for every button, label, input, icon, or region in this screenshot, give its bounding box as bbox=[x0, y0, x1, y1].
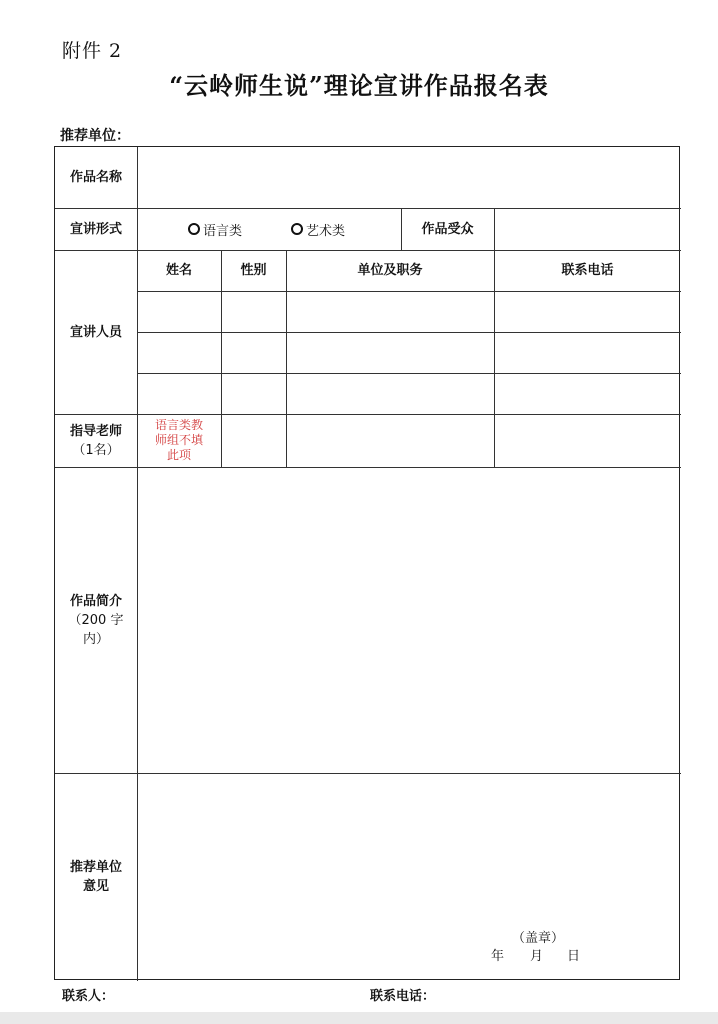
advisor-note-line2: 师组不填 bbox=[154, 433, 203, 447]
seal-label: （盖章） bbox=[512, 931, 565, 946]
intro-label-line1: 作品简介 bbox=[69, 593, 122, 609]
speakers-label: 宣讲人员 bbox=[69, 324, 122, 340]
contact-person-label: 联系人： bbox=[62, 989, 115, 1004]
intro-label-line3: 内） bbox=[82, 631, 109, 647]
option-language-radio[interactable] bbox=[188, 208, 242, 250]
intro-field[interactable] bbox=[138, 468, 680, 772]
date-day: 日 bbox=[567, 949, 581, 964]
date-month: 月 bbox=[530, 949, 544, 964]
advisor-note bbox=[137, 414, 221, 467]
opinion-label bbox=[55, 773, 137, 981]
option-art-radio[interactable] bbox=[291, 208, 345, 250]
row-divider bbox=[137, 332, 681, 333]
opinion-label-line2: 意见 bbox=[82, 879, 109, 894]
advisor-note-line1: 语言类教 bbox=[154, 418, 203, 432]
intro-label bbox=[55, 467, 137, 773]
format-label: 宣讲形式 bbox=[69, 221, 122, 237]
radio-circle-icon bbox=[188, 223, 200, 235]
date-year: 年 bbox=[491, 949, 505, 964]
row-divider bbox=[137, 291, 681, 292]
advisor-label-line1: 指导老师 bbox=[69, 423, 122, 439]
advisor-note-line3: 此项 bbox=[166, 448, 191, 462]
opinion-label-line1: 推荐单位 bbox=[69, 860, 122, 875]
option-art-label: 艺术类 bbox=[306, 223, 346, 239]
row-divider bbox=[137, 373, 681, 374]
page-bottom-bar bbox=[0, 1012, 718, 1024]
registration-form-table bbox=[54, 146, 680, 980]
contact-phone-label: 联系电话： bbox=[370, 989, 436, 1004]
audience-label: 作品受众 bbox=[421, 221, 474, 237]
advisor-label-line2: （1名） bbox=[72, 442, 120, 458]
work-name-label: 作品名称 bbox=[69, 170, 122, 185]
attachment-label: 附件 2 bbox=[62, 40, 123, 62]
column-header-name: 姓名 bbox=[165, 263, 192, 278]
advisor-label bbox=[55, 414, 137, 467]
radio-circle-icon bbox=[291, 223, 303, 235]
column-header-unit-position: 单位及职务 bbox=[357, 263, 423, 278]
option-language-label: 语言类 bbox=[203, 223, 243, 239]
row-divider bbox=[55, 773, 681, 774]
audience-field[interactable] bbox=[495, 208, 680, 250]
work-name-field[interactable] bbox=[138, 147, 680, 208]
form-title: “云岭师生说”理论宣讲作品报名表 bbox=[169, 71, 549, 100]
intro-label-line2: （200 字 bbox=[68, 612, 124, 628]
column-header-phone: 联系电话 bbox=[561, 263, 614, 278]
column-header-gender: 性别 bbox=[240, 263, 267, 278]
recommend-unit-label: 推荐单位： bbox=[60, 128, 130, 144]
